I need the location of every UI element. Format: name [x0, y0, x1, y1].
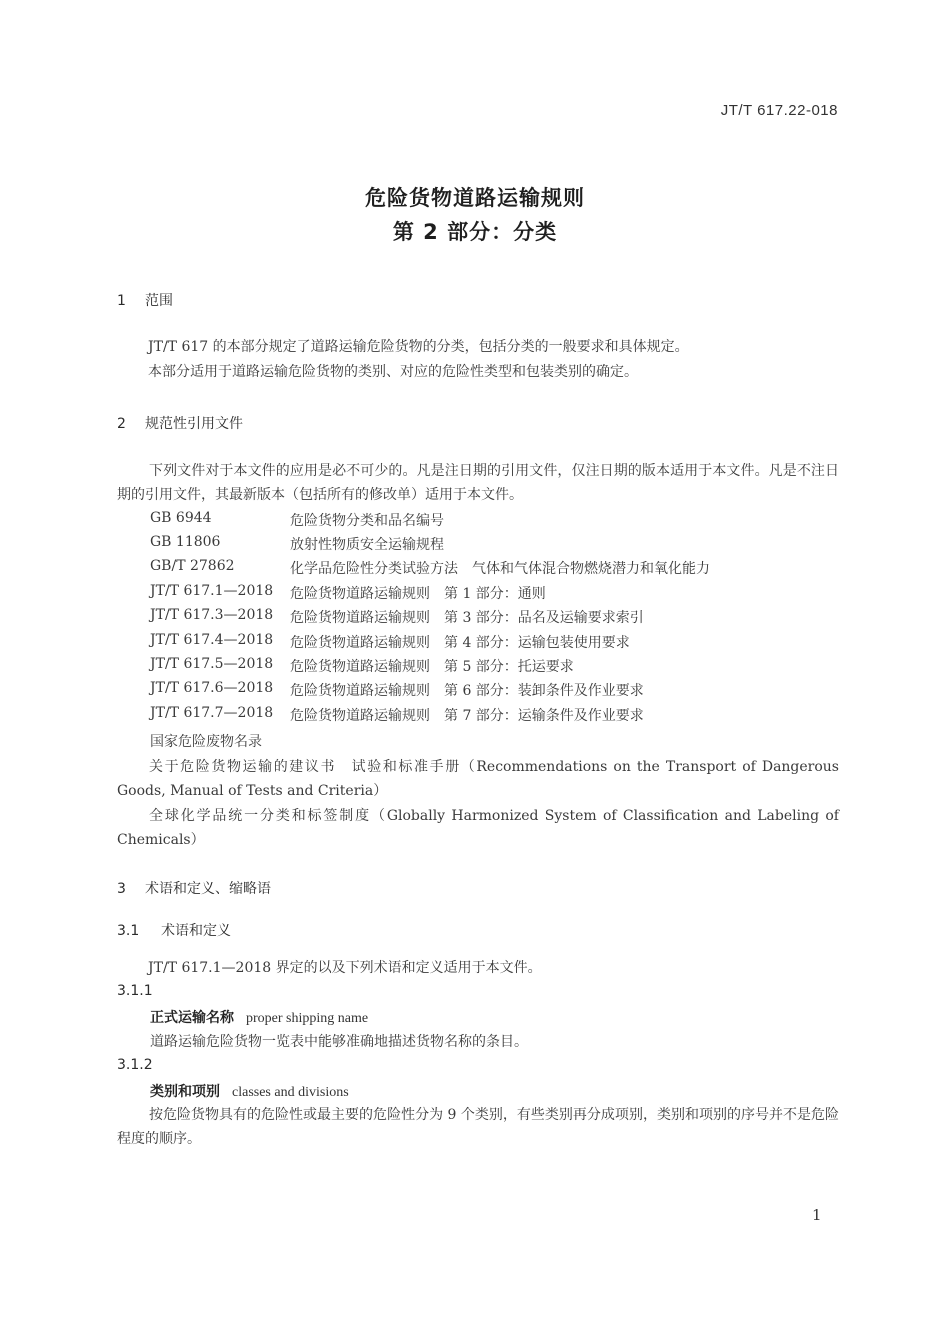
term-chinese: 正式运输名称 — [150, 1010, 234, 1026]
term-entry — [150, 1007, 368, 1027]
term-number: 3.1.2 — [117, 1057, 153, 1073]
reference-code: JT/T 617.4—2018 — [150, 632, 274, 648]
document-subtitle: 第 2 部分：分类 — [392, 220, 558, 244]
reference-code: GB 11806 — [150, 534, 221, 550]
terms-intro: JT/T 617.1—2018 界定的以及下列术语和定义适用于本文件。 — [148, 960, 542, 976]
reference-title: 危险货物道路运输规则 第 6 部分：装卸条件及作业要求 — [290, 683, 644, 699]
term-number: 3.1.1 — [117, 983, 153, 999]
reference-code: JT/T 617.5—2018 — [150, 656, 274, 672]
section-1-heading — [117, 290, 173, 310]
section-title: 规范性引用文件 — [145, 416, 243, 432]
reference-title: 危险货物道路运输规则 第 3 部分：品名及运输要求索引 — [290, 610, 644, 626]
reference-title: 化学品危险性分类试验方法 气体和气体混合物燃烧潜力和氧化能力 — [290, 561, 710, 577]
reference-catalog: 国家危险废物名录 — [150, 734, 262, 750]
section-2-heading — [117, 413, 243, 433]
term-definition: 按危险货物具有的危险性或最主要的危险性分为 9 个类别，有些类别再分成项别，类别和项别的序号并不是危险程度的顺序。 — [117, 1107, 839, 1147]
section-number: 2 — [117, 416, 126, 432]
references-intro: 下列文件对于本文件的应用是必不可少的。凡是注日期的引用文件，仅注日期的版本适用于本文件。凡是不注日期的引用文件，其最新版本（包括所有的修改单）适用于本文件。 — [117, 463, 839, 503]
standard-code: JT/T 617.22-018 — [720, 102, 838, 119]
term-chinese: 类别和项别 — [150, 1084, 220, 1100]
section-number: 3 — [117, 881, 126, 897]
reference-title: 放射性物质安全运输规程 — [290, 537, 444, 553]
reference-code: JT/T 617.3—2018 — [150, 607, 274, 623]
term-definition: 道路运输危险货物一览表中能够准确地描述货物名称的条目。 — [150, 1034, 528, 1050]
section-1-paragraph: 本部分适用于道路运输危险货物的类别、对应的危险性类型和包装类别的确定。 — [148, 364, 638, 380]
section-3-heading — [117, 878, 271, 898]
term-english: classes and divisions — [232, 1085, 349, 1100]
reference-code: JT/T 617.1—2018 — [150, 583, 274, 599]
term-entry — [150, 1081, 349, 1101]
document-title: 危险货物道路运输规则 — [365, 186, 585, 210]
reference-code: JT/T 617.7—2018 — [150, 705, 274, 721]
section-title: 术语和定义、缩略语 — [145, 881, 271, 897]
reference-title: 危险货物分类和品名编号 — [290, 513, 444, 529]
subsection-number: 3.1 — [117, 923, 140, 939]
term-english: proper shipping name — [246, 1011, 369, 1026]
reference-title: 危险货物道路运输规则 第 7 部分：运输条件及作业要求 — [290, 708, 644, 724]
reference-title: 危险货物道路运输规则 第 4 部分：运输包装使用要求 — [290, 635, 630, 651]
subsection-3-1-heading — [117, 920, 231, 940]
reference-ghs: 全球化学品统一分类和标签制度（Globally Harmonized System of Classification and Labeling of Chemicals） — [117, 808, 839, 848]
subsection-title: 术语和定义 — [161, 923, 231, 939]
section-number: 1 — [117, 293, 126, 309]
reference-code: GB 6944 — [150, 510, 212, 526]
section-1-paragraph: JT/T 617 的本部分规定了道路运输危险货物的分类，包括分类的一般要求和具体规定。 — [148, 339, 689, 355]
reference-code: GB/T 27862 — [150, 558, 235, 574]
page-number: 1 — [812, 1206, 822, 1224]
reference-un-manual: 关于危险货物运输的建议书 试验和标准手册（Recommendations on the Transport of Dangerous Goods, Manual of Tests and Criteria） — [117, 759, 839, 799]
section-title: 范围 — [145, 293, 173, 309]
reference-title: 危险货物道路运输规则 第 1 部分：通则 — [290, 586, 546, 602]
reference-title: 危险货物道路运输规则 第 5 部分：托运要求 — [290, 659, 574, 675]
reference-code: JT/T 617.6—2018 — [150, 680, 274, 696]
